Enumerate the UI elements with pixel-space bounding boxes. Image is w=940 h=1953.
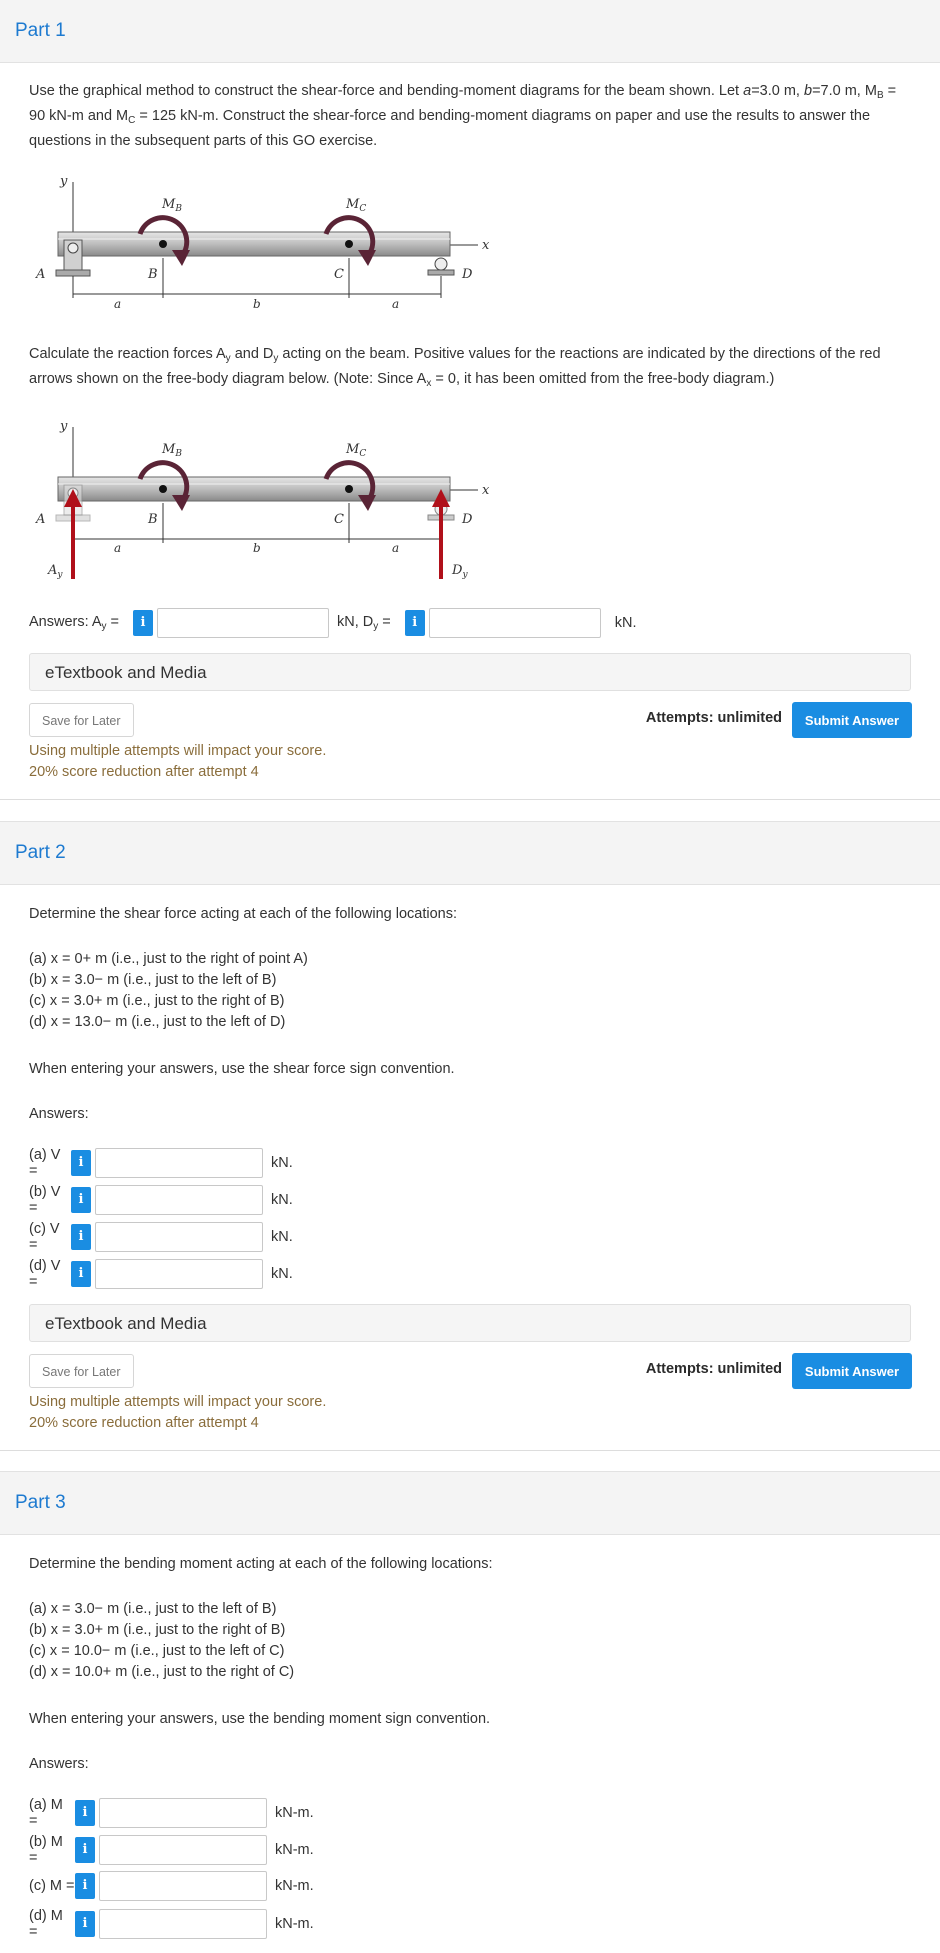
moment-row-a: (a) M = i kN-m. xyxy=(29,1797,314,1829)
point-d-label: D xyxy=(462,267,473,282)
fbd-point-d-label: D xyxy=(462,512,473,527)
answers-ay-label: Answers: $A_y$ = xyxy=(29,614,120,632)
ay-input[interactable] xyxy=(157,608,329,638)
reaction-ay-label: $A_y$ xyxy=(48,563,63,580)
ay-unit-label: kN, $D_y$ = xyxy=(337,614,391,632)
part2-answers-label: Answers: xyxy=(29,1106,89,1122)
dim-b: b xyxy=(253,297,261,311)
shear-row-d: (d) V = i kN. xyxy=(29,1258,293,1290)
list-item: (b) x = 3.0− m (i.e., just to the left of B) xyxy=(29,972,277,988)
moment-c-label: $M_C$ xyxy=(346,197,367,214)
fbd-point-b-label: B xyxy=(148,512,158,527)
shear-c-input[interactable] xyxy=(95,1222,263,1252)
moment-b-info-icon[interactable]: i xyxy=(75,1837,95,1863)
point-b-label: B xyxy=(148,267,158,282)
shear-b-info-icon[interactable]: i xyxy=(71,1187,91,1213)
list-item: (a) x = 3.0− m (i.e., just to the left of B) xyxy=(29,1601,277,1617)
attempts-label: Attempts: unlimited xyxy=(645,710,782,726)
moment-row-c: (c) M = i kN-m. xyxy=(29,1871,314,1901)
list-item: (c) x = 3.0+ m (i.e., just to the right of B) xyxy=(29,993,285,1009)
list-item: (d) x = 10.0+ m (i.e., just to the right of C) xyxy=(29,1664,295,1680)
etextbook-media-link[interactable]: eTextbook and Media xyxy=(29,1304,911,1342)
submit-answer-button[interactable]: Submit Answer xyxy=(792,1353,912,1389)
part-3-section xyxy=(0,1471,940,1953)
shear-row-b: (b) V = i kN. xyxy=(29,1184,293,1216)
part2-convention: When entering your answers, use the shear force sign convention. xyxy=(29,1061,455,1077)
point-a-label: A xyxy=(36,267,46,282)
list-item: (d) x = 13.0− m (i.e., just to the left of D) xyxy=(29,1014,286,1030)
moment-row-b: (b) M = i kN-m. xyxy=(29,1834,314,1866)
problem-statement: Use the graphical method to construct the shear-force and bending-moment diagrams for the beam shown. Let a=3.0 m, b=7.0 m, $M_B = 90$ kN-m and $M_C = 125$ kN-m. Construct the shear-force and bending-moment diagrams on paper and use the results to answer the questions in the subsequent parts of this GO exercise. xyxy=(29,83,897,149)
dim-a-left: a xyxy=(114,297,122,311)
part-3-title: Part 3 xyxy=(0,1472,940,1535)
part2-locations xyxy=(29,949,912,1033)
dy-unit-label: kN. xyxy=(614,615,637,631)
moment-a-info-icon[interactable]: i xyxy=(75,1800,95,1826)
part-1-title: Part 1 xyxy=(0,0,940,63)
shear-row-c: (c) V = i kN. xyxy=(29,1221,293,1253)
moment-a-input[interactable] xyxy=(99,1798,267,1828)
moment-c-input[interactable] xyxy=(99,1871,267,1901)
part-2-section xyxy=(0,821,940,1451)
save-for-later-button[interactable]: Save for Later xyxy=(29,703,134,737)
beam-diagram xyxy=(0,170,520,320)
part-2-title: Part 2 xyxy=(0,822,940,885)
list-item: (c) x = 10.0− m (i.e., just to the left of C) xyxy=(29,1643,285,1659)
fbd-x-axis-label: x xyxy=(482,483,490,498)
shear-d-info-icon[interactable]: i xyxy=(71,1261,91,1287)
list-item: (b) x = 3.0+ m (i.e., just to the right of B) xyxy=(29,1622,286,1638)
reaction-dy-label: $D_y$ xyxy=(452,563,468,580)
fbd-dim-a-left: a xyxy=(114,541,122,555)
fbd-moment-b-label: $M_B$ xyxy=(162,442,182,459)
moment-b-input[interactable] xyxy=(99,1835,267,1865)
part3-locations xyxy=(29,1599,912,1683)
part3-prompt: Determine the bending moment acting at each of the following locations: xyxy=(29,1556,493,1572)
etextbook-media-link[interactable]: eTextbook and Media xyxy=(29,653,911,691)
shear-row-a: (a) V = i kN. xyxy=(29,1147,293,1179)
y-axis-label: y xyxy=(60,174,68,189)
attempt-warning: Using multiple attempts will impact your score. 20% score reduction after attempt 4 xyxy=(29,743,327,780)
shear-a-input[interactable] xyxy=(95,1148,263,1178)
reaction-statement: Calculate the reaction forces $A_y$ and $D_y$ acting on the beam. Positive values for the reactions are indicated by the directions of the red arrows shown on the free-body diagram below. (Note: Since $A_x = 0$, it has been omitted from the free-body diagram.) xyxy=(29,346,881,389)
shear-c-info-icon[interactable]: i xyxy=(71,1224,91,1250)
dy-input[interactable] xyxy=(429,608,601,638)
part3-convention: When entering your answers, use the bending moment sign convention. xyxy=(29,1711,491,1727)
fbd-dim-b: b xyxy=(253,541,261,555)
ay-info-icon[interactable]: i xyxy=(133,610,153,636)
fbd-moment-c-label: $M_C$ xyxy=(346,442,367,459)
part2-prompt: Determine the shear force acting at each of the following locations: xyxy=(29,906,457,922)
shear-d-input[interactable] xyxy=(95,1259,263,1289)
part-1-section xyxy=(0,0,940,800)
fbd-y-axis-label: y xyxy=(60,419,68,434)
part3-answers-label: Answers: xyxy=(29,1756,89,1772)
attempt-warning: Using multiple attempts will impact your score. 20% score reduction after attempt 4 xyxy=(29,1394,327,1431)
fbd-point-a-label: A xyxy=(36,512,46,527)
fbd-dim-a-right: a xyxy=(392,541,400,555)
dim-a-right: a xyxy=(392,297,400,311)
moment-row-d: (d) M = i kN-m. xyxy=(29,1908,314,1940)
list-item: (a) x = 0+ m (i.e., just to the right of point A) xyxy=(29,951,308,967)
shear-a-info-icon[interactable]: i xyxy=(71,1150,91,1176)
fbd-point-c-label: C xyxy=(334,512,344,527)
moment-d-input[interactable] xyxy=(99,1909,267,1939)
dy-info-icon[interactable]: i xyxy=(405,610,425,636)
moment-c-info-icon[interactable]: i xyxy=(75,1873,95,1899)
attempts-label: Attempts: unlimited xyxy=(645,1361,782,1377)
moment-b-label: $M_B$ xyxy=(162,197,182,214)
point-c-label: C xyxy=(334,267,344,282)
x-axis-label: x xyxy=(482,238,490,253)
shear-b-input[interactable] xyxy=(95,1185,263,1215)
moment-d-info-icon[interactable]: i xyxy=(75,1911,95,1937)
save-for-later-button[interactable]: Save for Later xyxy=(29,1354,134,1388)
part1-answers-row xyxy=(29,608,637,638)
submit-answer-button[interactable]: Submit Answer xyxy=(792,702,912,738)
free-body-diagram xyxy=(0,415,520,585)
